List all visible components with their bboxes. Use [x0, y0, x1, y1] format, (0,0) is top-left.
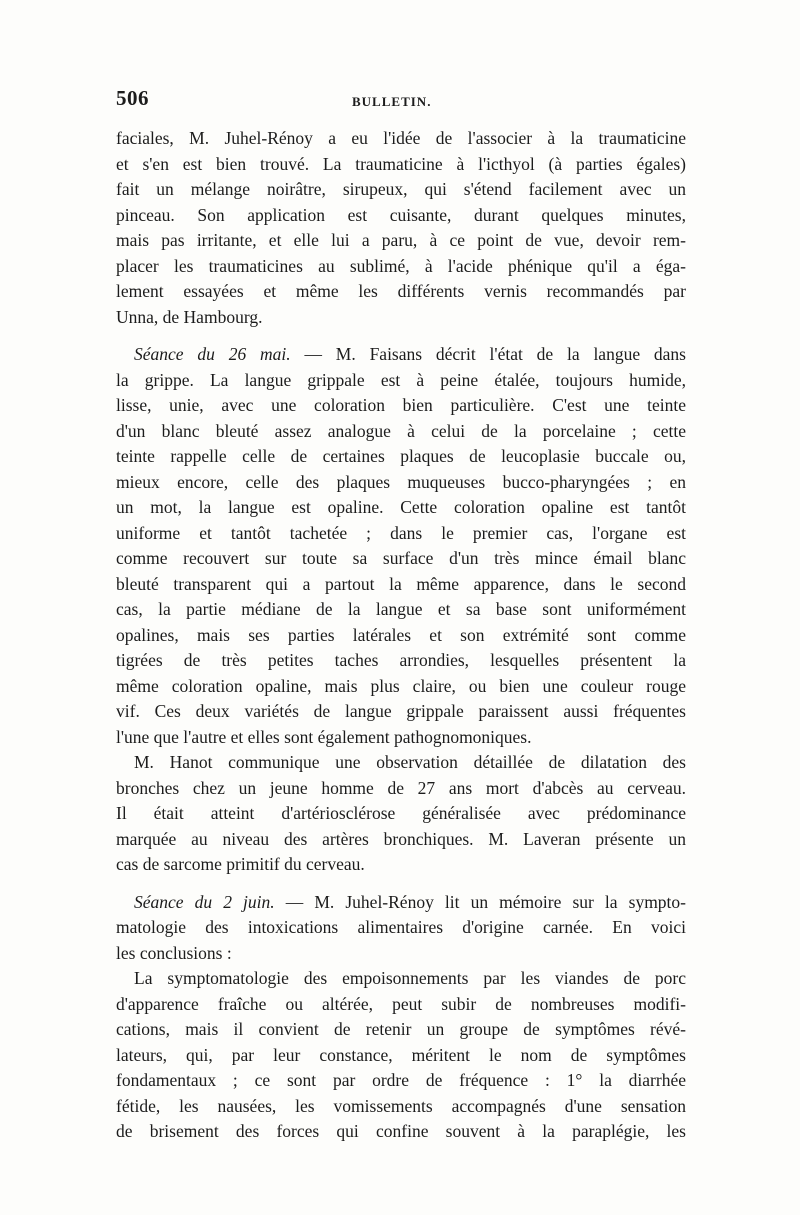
- text-line: cas de sarcome primitif du cerveau.: [116, 854, 365, 874]
- session-heading: Séance du 26 mai.: [134, 344, 291, 364]
- text-line: mieux encore, celle des plaques muqueuses bucco-pharyngées ; en: [116, 471, 686, 492]
- text-line: teinte rappelle celle de certaines plaques de leucoplasie buccale ou,: [116, 446, 686, 466]
- text-line: opalines, mais ses parties latérales et son extrémité sont comme: [116, 624, 686, 645]
- text-line: La symptomatologie des empoisonnements par les viandes de porc: [134, 968, 686, 988]
- paragraph: [116, 750, 686, 878]
- running-head: [112, 86, 690, 116]
- text-line: mais pas irritante, et elle lui a paru, à ce point de vue, devoir rem-: [116, 230, 686, 250]
- text-line: et s'en est bien trouvé. La traumaticine à l'icthyol (à parties égales): [116, 153, 686, 174]
- paragraph: [116, 126, 686, 330]
- text-line: lement essayées et même les différents vernis recommandés par: [116, 281, 686, 301]
- text-line: matologie des intoxications alimentaires d'origine carnée. En voici: [116, 917, 686, 937]
- text-line: fondamentaux ; ce sont par ordre de fréquence : 1° la diarrhée: [116, 1070, 686, 1090]
- text-line: lisse, unie, avec une coloration bien particulière. C'est une teinte: [116, 395, 686, 415]
- text-line: les conclusions :: [116, 942, 232, 963]
- text-line: placer les traumaticines au sublimé, à l'acide phénique qu'il a éga-: [116, 255, 686, 276]
- text-line: Il était atteint d'artériosclérose généralisée avec prédominance: [116, 803, 686, 823]
- session-heading: Séance du 2 juin.: [134, 891, 275, 912]
- text-line: tigrées de très petites taches arrondies, lesquelles présentent la: [116, 650, 686, 670]
- page-number: 506: [116, 86, 149, 110]
- text-line: uniforme et tantôt tachetée ; dans le premier cas, l'organe est: [116, 522, 686, 543]
- body-text: [116, 126, 686, 1145]
- paragraph: [116, 890, 686, 967]
- text-line: fait un mélange noirâtre, sirupeux, qui s'étend facilement avec un: [116, 179, 686, 199]
- text-run: — M. Faisans décrit l'état de la langue dans: [290, 344, 686, 364]
- text-line: bronches chez un jeune homme de 27 ans mort d'abcès au cerveau.: [116, 777, 686, 798]
- text-line: d'un blanc bleuté assez analogue à celui de la porcelaine ; cette: [116, 420, 686, 441]
- text-line: un mot, la langue est opaline. Cette coloration opaline est tantôt: [116, 497, 686, 517]
- text-line: l'une que l'autre et elles sont également pathognomoniques.: [116, 726, 532, 747]
- text-line: bleuté transparent qui a partout la même apparence, dans le second: [116, 573, 686, 594]
- text-line: de brisement des forces qui confine souvent à la paraplégie, les: [116, 1121, 686, 1141]
- text-line: lateurs, qui, par leur constance, méritent le nom de symptômes: [116, 1044, 686, 1065]
- text-line: [116, 342, 686, 368]
- text-line: marquée au niveau des artères bronchiques. M. Laveran présente un: [116, 828, 686, 849]
- text-line: M. Hanot communique une observation détaillée de dilatation des: [134, 752, 686, 772]
- text-line: cas, la partie médiane de la langue et sa base sont uniformément: [116, 599, 686, 619]
- text-line: pinceau. Son application est cuisante, durant quelques minutes,: [116, 204, 686, 225]
- text-line: d'apparence fraîche ou altérée, peut subir de nombreuses modifi-: [116, 993, 686, 1014]
- text-line: comme recouvert sur toute sa surface d'un très mince émail blanc: [116, 548, 686, 568]
- text-line: faciales, M. Juhel-Rénoy a eu l'idée de l'associer à la traumaticine: [116, 128, 686, 148]
- text-line: la grippe. La langue grippale est à peine étalée, toujours humide,: [116, 369, 686, 390]
- text-line: cations, mais il convient de retenir un groupe de symptômes révé-: [116, 1019, 686, 1039]
- text-run: — M. Juhel-Rénoy lit un mémoire sur la sympto-: [274, 891, 687, 912]
- text-line: vif. Ces deux variétés de langue grippale paraissent aussi fréquentes: [116, 701, 686, 721]
- running-title: BULLETIN.: [352, 94, 432, 109]
- text-line: [116, 890, 686, 916]
- text-line: Unna, de Hambourg.: [116, 306, 263, 327]
- text-line: fétide, les nausées, les vomissements accompagnés d'une sensation: [116, 1095, 686, 1116]
- paragraph: [116, 342, 686, 750]
- paragraph: [116, 966, 686, 1145]
- text-line: même coloration opaline, mais plus claire, ou bien une couleur rouge: [116, 675, 686, 696]
